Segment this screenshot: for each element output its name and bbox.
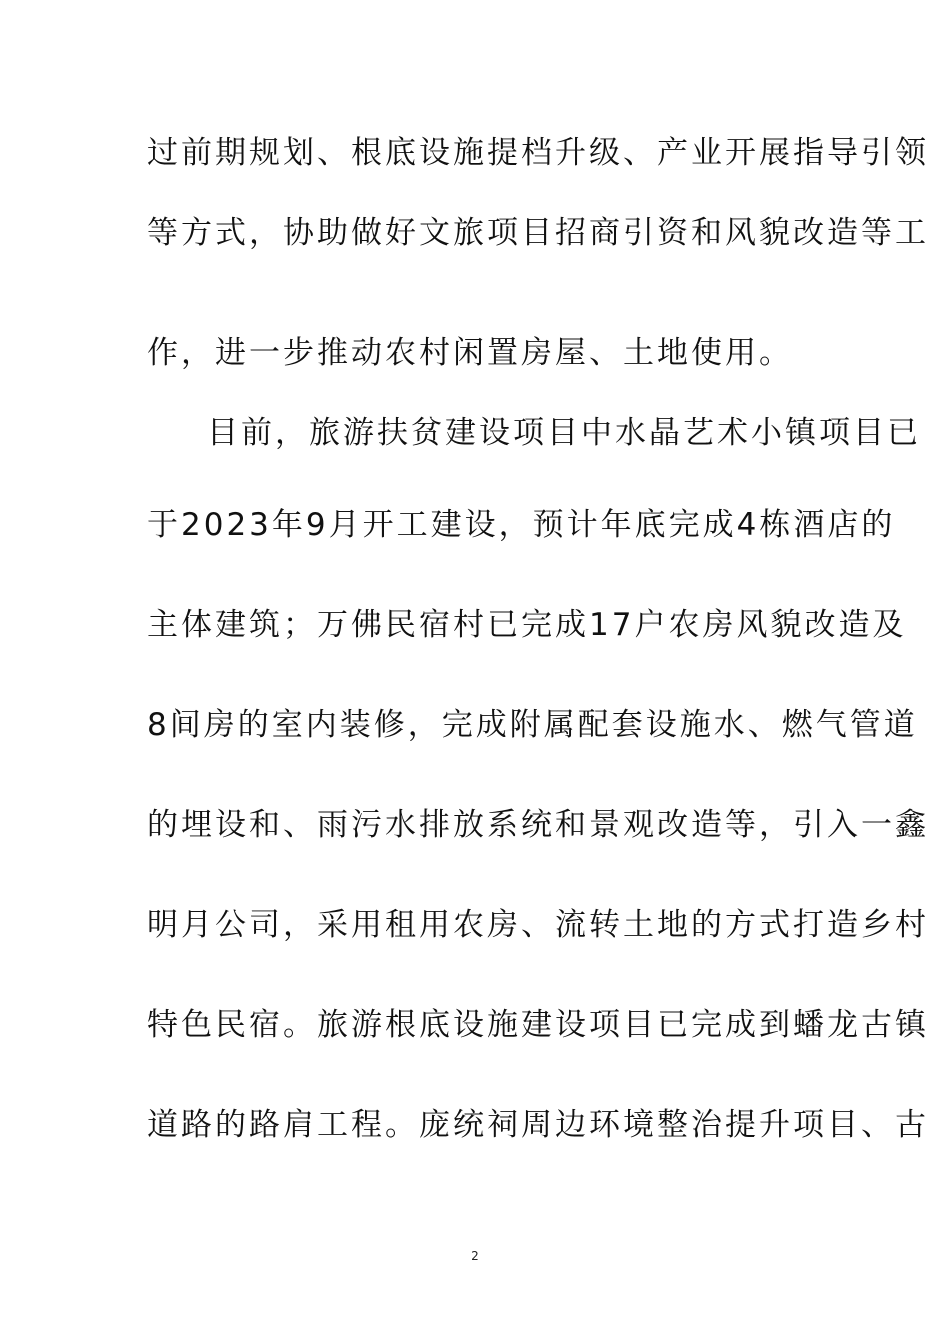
text-line: 的埋设和、雨污水排放系统和景观改造等，引入一鑫 [147, 807, 929, 843]
paragraph-start-line: 目前，旅游扶贫建设项目中水晶艺术小镇项目已 [207, 415, 921, 451]
text-line: 等方式，协助做好文旅项目招商引资和风貌改造等工 [147, 215, 929, 251]
text-line: 过前期规划、根底设施提档升级、产业开展指导引领 [147, 135, 929, 171]
text-line: 8间房的室内装修，完成附属配套设施水、燃气管道 [147, 707, 918, 743]
text-line: 作，进一步推动农村闲置房屋、土地使用。 [147, 335, 793, 371]
text-line: 特色民宿。旅游根底设施建设项目已完成到蟠龙古镇 [147, 1007, 929, 1043]
text-line: 于2023年9月开工建设，预计年底完成4栋酒店的 [147, 507, 896, 543]
page-number: 2 [471, 1249, 479, 1263]
text-line: 主体建筑；万佛民宿村已完成17户农房风貌改造及 [147, 607, 907, 643]
text-line: 明月公司，采用租用农房、流转土地的方式打造乡村 [147, 907, 929, 943]
text-line: 道路的路肩工程。庞统祠周边环境整治提升项目、古 [147, 1107, 929, 1143]
